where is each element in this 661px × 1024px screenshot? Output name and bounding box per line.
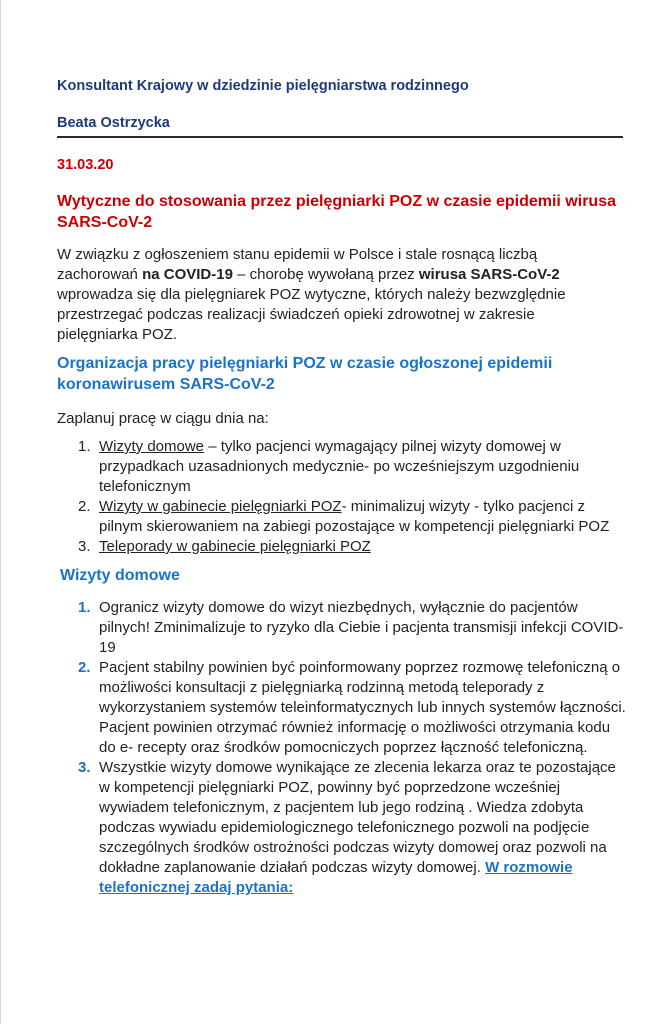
intro-bold-2: wirusa SARS-CoV-2	[418, 266, 560, 283]
visit-item-number: 2.	[78, 659, 91, 676]
consultant-title: Konsultant Krajowy w dziedzinie pielęgniarstwa rodzinnego	[57, 78, 469, 94]
visit-item	[57, 598, 627, 658]
plan-item-heading: Wizyty domowe	[99, 438, 205, 455]
plan-item	[57, 537, 627, 557]
visit-item-number: 3.	[78, 759, 91, 776]
plan-item	[57, 437, 627, 497]
plan-item-text: – tylko pacjenci wymagający pilnej wizyty domowej w przypadkach uzasadnionych medycznie- po wcześniejszym uzgodnieniu telefonicznym	[99, 438, 580, 495]
document-date: 31.03.20	[57, 157, 114, 173]
plan-item-text: - minimalizuj wizyty - tylko pacjenci z pilnym skierowaniem na zabiegi pozostające w kompetencji pielęgniarki POZ	[99, 498, 610, 535]
plan-item-heading: Teleporady w gabinecie pielęgniarki POZ	[99, 538, 371, 555]
plan-item-number: 1.	[78, 438, 91, 455]
intro-bold-1: na COVID-19	[142, 266, 233, 283]
plan-item-number: 3.	[78, 538, 91, 555]
visit-item-text: Ogranicz wizyty domowe do wizyt niezbędnych, wyłącznie do pacjentów pilnych! Zminimalizuje to ryzyko dla Ciebie i pacjenta transmisji infekcji COVID-19	[99, 599, 624, 656]
home-visits-heading: Wizyty domowe	[60, 567, 180, 584]
intro-text-2: – chorobę wywołaną przez	[232, 266, 419, 283]
plan-item	[57, 497, 627, 537]
home-visits-list	[57, 598, 627, 898]
header-divider	[57, 136, 623, 138]
author-name: Beata Ostrzycka	[57, 115, 170, 131]
intro-text-1: W związku z ogłoszeniem stanu epidemii w Polsce i stale rosnącą liczbą zachorowań	[57, 246, 538, 283]
plan-intro: Zaplanuj pracę w ciągu dnia na:	[57, 410, 269, 427]
phone-questions-link[interactable]: W rozmowie telefonicznej zadaj pytania:	[99, 859, 573, 896]
intro-paragraph	[57, 245, 617, 345]
visit-item	[57, 658, 627, 758]
visit-item-text: Wszystkie wizyty domowe wynikające ze zlecenia lekarza oraz te pozostające w kompetencji pielęgniarki POZ, powinny być poprzedzone wcześniej wywiadem telefonicznym, z pacjentem lub jego rodziną . Wiedza zdobyta podczas wywiadu epidemiologicznego telefonicznego pozwoli na podjęcie szczególnych środków ostrożności podczas wizyty domowej oraz pozwoli na dokładne zaplanowanie działań podczas wizyty domowej.	[99, 759, 616, 876]
plan-item-heading: Wizyty w gabinecie pielęgniarki POZ	[99, 498, 342, 515]
visit-item-text: Pacjent stabilny powinien być poinformowany poprzez rozmowę telefoniczną o możliwości konsultacji z pielęgniarką rodzinną metodą teleporady z wykorzystaniem systemów teleinformatycznych lub innych systemów łączności. Pacjent powinien otrzymać również informację o możliwości otrzymania kodu do e- recepty oraz środków pomocniczych poprzez łączność telefoniczną.	[99, 659, 626, 756]
document-title: Wytyczne do stosowania przez pielęgniarki POZ w czasie epidemii wirusa SARS-CoV-2	[57, 193, 616, 231]
organization-heading: Organizacja pracy pielęgniarki POZ w czasie ogłoszonej epidemii koronawirusem SARS-CoV-2	[57, 355, 553, 393]
page-edge	[0, 0, 1, 1024]
visit-item	[57, 758, 627, 898]
plan-item-number: 2.	[78, 498, 91, 515]
intro-text-3: wprowadza się dla pielęgniarek POZ wytyczne, których należy bezwzględnie przestrzegać podczas realizacji świadczeń opieki zdrowotnej w zakresie pielęgniarka POZ.	[57, 286, 566, 343]
document-content	[57, 77, 627, 898]
plan-list	[57, 437, 627, 557]
visit-item-number: 1.	[78, 599, 91, 616]
